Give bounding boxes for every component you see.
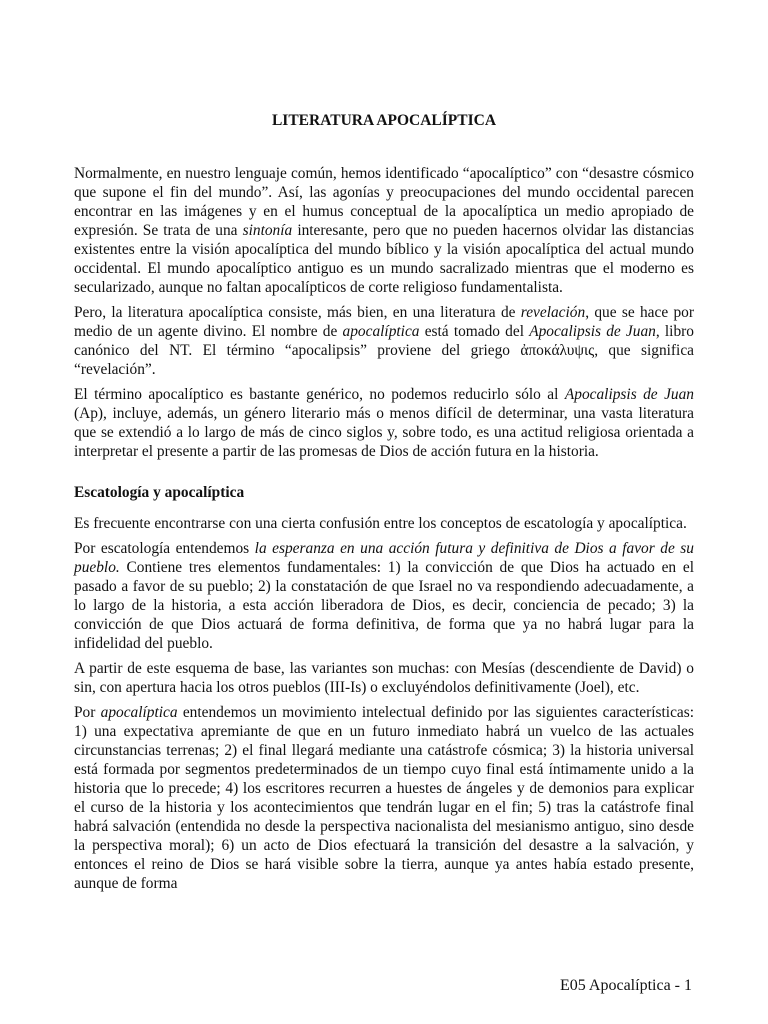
section-heading: Escatología y apocalíptica [74, 484, 245, 501]
paragraph-2: Pero, la literatura apocalíptica consiste, más bien, en una literatura de revelación, que se hace por medio de un agente divino. El nombre de apocalíptica está tomado del Apocalipsis de Juan, libro canónico del NT. El término “apocalipsis” proviene del griego ἀποκάλυψις, que significa “revelación”. [74, 304, 694, 378]
paragraph-7: Por apocalíptica entendemos un movimiento intelectual definido por las siguientes características: 1) una expectativa apremiante de que en un futuro inmediato habrá un vuelco de las actuales circunstancias terrenas; 2) el final llegará mediante una catástrofe cósmica; 3) la historia universal está formada por segmentos predeterminados de un tiempo cuyo final está íntimamente unido a la historia que lo precede; 4) los escritores recurren a huestes de ángeles y de demonios para explicar el curso de la historia y los acontecimientos que tendrán lugar en el fin; 5) tras la catástrofe final habrá salvación (entendida no desde la perspectiva nacionalista del mesianismo antiguo, sino desde la perspectiva moral); 6) un acto de Dios efectuará la transición del desastre a la salvación, y entonces el reino de Dios se hará visible sobre la tierra, aunque ya antes había estado presente, aunque de forma [74, 704, 695, 892]
page-footer: E05 Apocalíptica - 1 [560, 977, 692, 994]
paragraph-5: Por escatología entendemos la esperanza en una acción futura y definitiva de Dios a favor de su pueblo. Contiene tres elementos fundamentales: 1) la convicción de que Dios ha actuado en el pasado a favor de su pueblo; 2) la constatación de que Israel no va respondiendo adecuadamente, a lo largo de la historia, a esta acción liberadora de Dios, es decir, conciencia de pecado; 3) la convicción de que Dios actuará de forma definitiva, de forma que ya no habrá lugar para la infidelidad del pueblo. [74, 540, 694, 652]
document-title: LITERATURA APOCALÍPTICA [271, 112, 497, 129]
paragraph-6: A partir de este esquema de base, las variantes son muchas: con Mesías (descendiente de David) o sin, con apertura hacia los otros pueblos (III-Is) o excluyéndolos definitivamente (Joel), etc. [74, 660, 694, 696]
paragraph-4: Es frecuente encontrarse con una cierta confusión entre los conceptos de escatología y apocalíptica. [74, 515, 687, 532]
paragraph-3: El término apocalíptico es bastante genérico, no podemos reducirlo sólo al Apocalipsis de Juan (Ap), incluye, además, un género literario más o menos difícil de determinar, una vasta literatura que se extendió a lo largo de más de cinco siglos y, sobre todo, es una actitud religiosa orientada a interpretar el presente a partir de las promesas de Dios de acción futura en la historia. [74, 386, 694, 460]
document-body [74, 164, 694, 899]
paragraph-1: Normalmente, en nuestro lenguaje común, hemos identificado “apocalíptico” con “desastre cósmico que supone el fin del mundo”. Así, las agonías y preocupaciones del mundo occidental parecen encontrar en las imágenes y en el humus conceptual de la apocalíptica un medio apropiado de expresión. Se trata de una sintonía interesante, pero que no pueden hacernos olvidar las distancias existentes entre la visión apocalíptica del mundo bíblico y la visión apocalíptica del actual mundo occidental. El mundo apocalíptico antiguo es un mundo sacralizado mientras que el moderno es secularizado, aunque no faltan apocalípticos de corte religioso fundamentalista. [74, 165, 694, 296]
